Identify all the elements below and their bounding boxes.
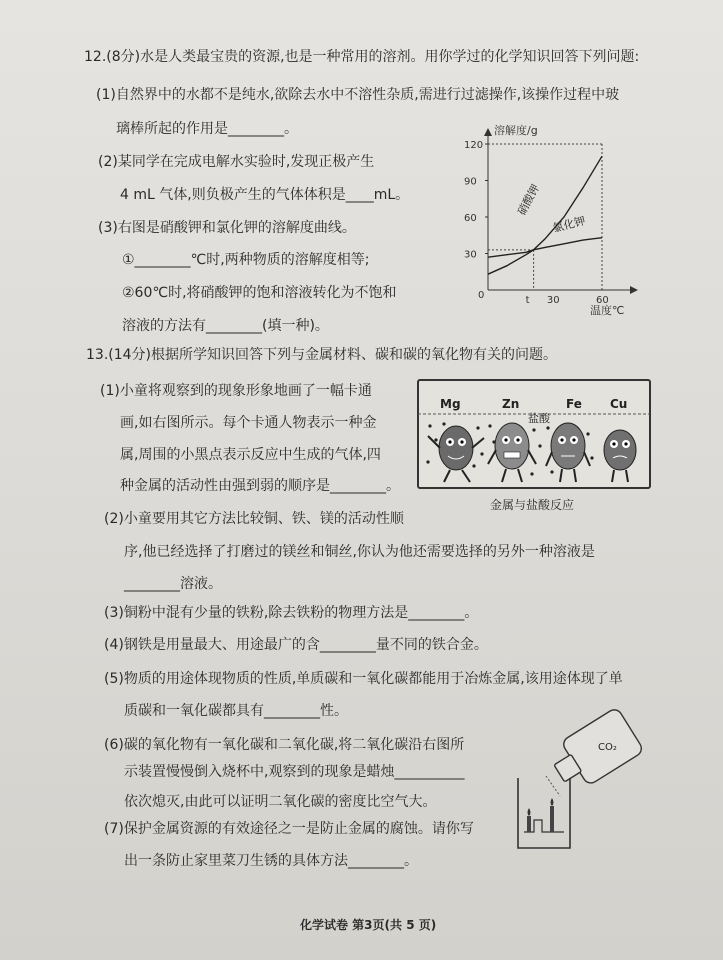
gas-bubble-9: [532, 428, 535, 431]
q13-part1-line3: 属,周围的小黑点表示反应中生成的气体,四: [120, 447, 381, 463]
x-axis-label: 温度℃: [590, 304, 625, 317]
co2-label: CO₂: [598, 742, 617, 753]
solubility-chart: [462, 118, 640, 323]
origin-label: 0: [478, 290, 485, 301]
y-tick-label-90: 90: [464, 176, 477, 188]
flame-low: [528, 808, 531, 816]
gas-bubble-12: [546, 426, 549, 429]
y-tick-label-120: 120: [464, 140, 484, 151]
series-line-kcl: [488, 238, 602, 258]
q13-part1-line4: 种金属的活动性由强到弱的顺序是________。: [120, 478, 400, 494]
y-axis-arrow: [484, 128, 492, 136]
candle-low: [527, 816, 531, 832]
kno3-curve-label: 硝酸钾: [515, 182, 543, 218]
x-axis-arrow: [630, 286, 638, 294]
q13-part2-line2: 序,他已经选择了打磨过的镁丝和铜丝,你认为他还需要选择的另外一种溶液是: [124, 544, 595, 560]
gas-bubble-6: [472, 464, 475, 467]
gas-bubble-5: [442, 422, 445, 425]
co2-gas-bottle: [546, 708, 645, 795]
gas-bubble-14: [586, 432, 589, 435]
gas-bubble-13: [550, 470, 553, 473]
q13-part1-line2: 画,如右图所示。每个卡通人物表示一种金: [120, 415, 377, 431]
q12-part3-ii-line1: ②60℃时,将硝酸钾的饱和溶液转化为不饱和: [122, 285, 397, 301]
gas-bubble-11: [538, 444, 541, 447]
gas-bubble-7: [488, 424, 491, 427]
q13-part5-line2: 质碳和一氧化碳都具有________性。: [124, 703, 348, 719]
gas-bubble-10: [530, 472, 533, 475]
q13-part2-line3: ________溶液。: [124, 576, 222, 592]
q13-stem: 13.(14分)根据所学知识回答下列与金属材料、碳和碳的氧化物有关的问题。: [86, 347, 558, 363]
label-hcl: 盐酸: [528, 412, 550, 425]
candle-high: [550, 806, 554, 832]
gas-bubble-2: [476, 426, 479, 429]
q13-part6-line2: 示装置慢慢倒入烧杯中,观察到的现象是蜡烛__________: [124, 764, 465, 780]
gas-bubble-15: [590, 456, 593, 459]
x-tick-label-60: 60: [596, 295, 609, 306]
q12-part2-line1: (2)某同学在完成电解水实验时,发现正极产生: [98, 154, 375, 170]
cartoon-caption: 金属与盐酸反应: [490, 498, 575, 512]
q13-part6-line3: 依次熄灭,由此可以证明二氧化碳的密度比空气大。: [124, 794, 437, 810]
beaker-outline: [518, 778, 570, 848]
q12-stem: 12.(8分)水是人类最宝贵的资源,也是一种常用的溶剂。用你学过的化学知识回答下列问题:: [84, 49, 640, 65]
gas-bubble-4: [426, 460, 429, 463]
gas-bubble-3: [480, 452, 483, 455]
kcl-curve-label: 氯化钾: [551, 214, 587, 235]
q12-part1-line1: (1)自然界中的水都不是纯水,欲除去水中不溶性杂质,需进行过滤操作,该操作过程中玻: [96, 87, 620, 103]
q12-part1-line2: 璃棒所起的作用是________。: [116, 121, 298, 137]
series-line-kno3: [488, 156, 602, 274]
y-tick-label-60: 60: [464, 213, 477, 224]
pour-stream: [546, 776, 560, 796]
label-fe: Fe: [566, 397, 582, 411]
label-mg: Mg: [440, 397, 461, 411]
q12-part3-ii-line2: 溶液的方法有________(填一种)。: [122, 318, 329, 334]
gas-bubble-0: [428, 424, 431, 427]
flame-high: [551, 798, 554, 806]
q13-part3: (3)铜粉中混有少量的铁粉,除去铁粉的物理方法是________。: [104, 605, 479, 621]
co2-beaker-diagram: [512, 708, 648, 854]
q13-part2-line1: (2)小童要用其它方法比较铜、铁、镁的活动性顺: [104, 511, 404, 527]
label-zn: Zn: [502, 397, 520, 411]
y-tick-label-30: 30: [464, 249, 477, 261]
y-axis-label: 溶解度/g: [494, 124, 538, 137]
x-tick-label-t: t: [525, 295, 530, 306]
q13-part1-line1: (1)小童将观察到的现象形象地画了一幅卡通: [100, 383, 372, 399]
q13-part7-line1: (7)保护金属资源的有效途径之一是防止金属的腐蚀。请你写: [104, 821, 474, 837]
gas-bubble-1: [434, 438, 437, 441]
q13-part7-line2: 出一条防止家里菜刀生锈的具体方法________。: [124, 853, 418, 869]
q12-part2-line2: 4 mL 气体,则负极产生的气体体积是____mL。: [120, 187, 410, 203]
page-footer: 化学试卷 第3页(共 5 页): [300, 918, 437, 932]
q12-part3: (3)右图是硝酸钾和氯化钾的溶解度曲线。: [98, 220, 356, 236]
label-cu: Cu: [610, 397, 628, 411]
metal-acid-cartoon: [416, 378, 652, 492]
q12-part3-i: ①________℃时,两种物质的溶解度相等;: [122, 252, 370, 268]
q13-part4: (4)钢铁是用量最大、用途最广的含________量不同的铁合金。: [104, 637, 488, 653]
x-tick-label-30: 30: [546, 295, 560, 306]
q13-part5-line1: (5)物质的用途体现物质的性质,单质碳和一氧化碳都能用于冶炼金属,该用途体现了单: [104, 671, 623, 687]
q13-part6-line1: (6)碳的氧化物有一氧化碳和二氧化碳,将二氧化碳沿右图所: [104, 737, 465, 753]
